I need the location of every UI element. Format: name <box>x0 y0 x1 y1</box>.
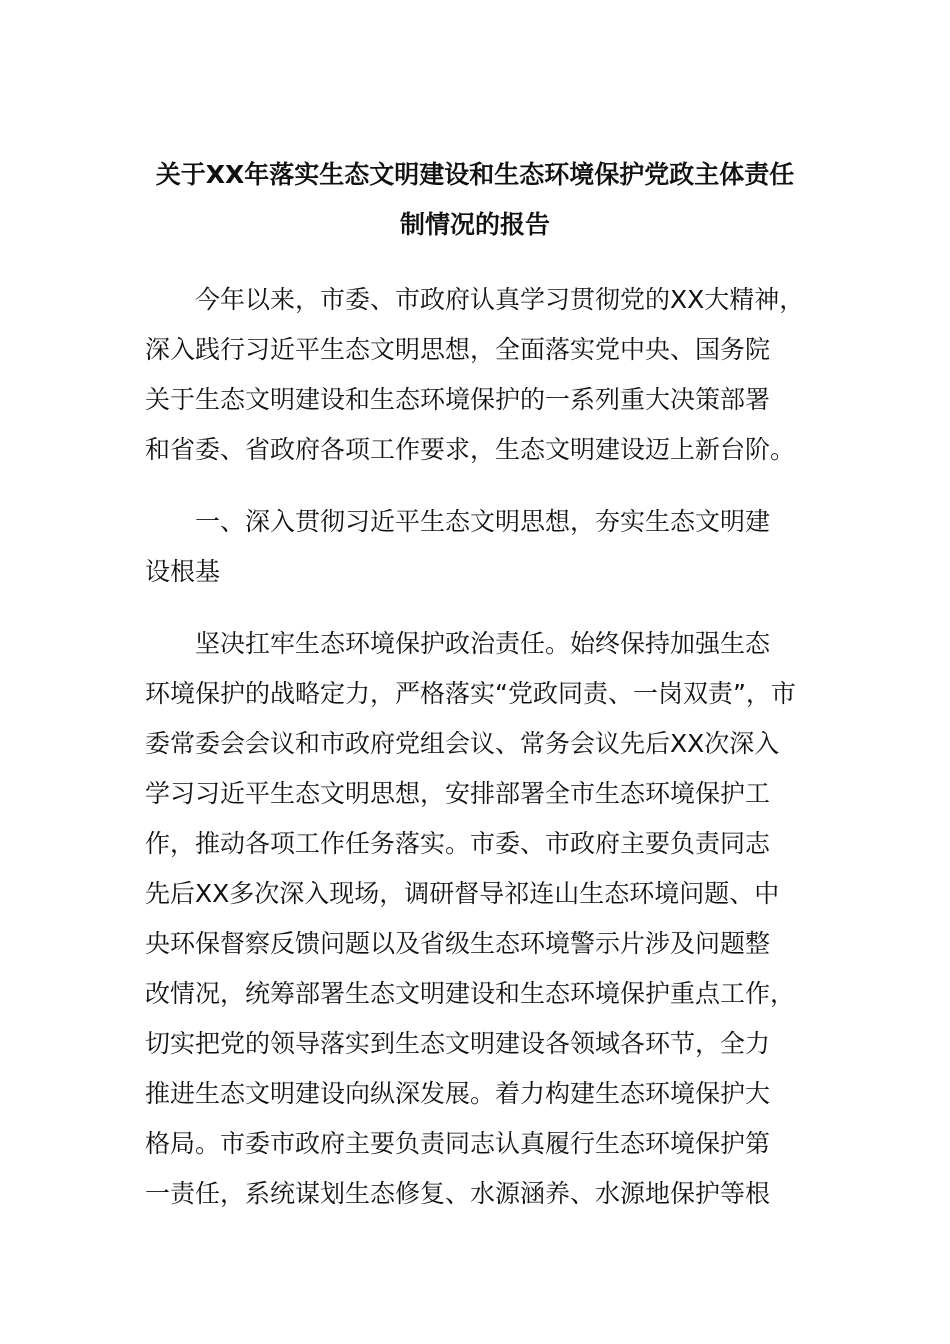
paragraph-1-line-4: 和省委、省政府各项工作要求，生态文明建设迈上新台阶。 <box>145 435 796 464</box>
section-heading-line-2: 设根基 <box>145 557 221 586</box>
document-title-line-1: 关于XX年落实生态文明建设和生态环境保护党政主体责任 <box>155 160 795 189</box>
paragraph-3-line-2: 环境保护的战略定力，严格落实“党政同责、一岗双责”，市 <box>145 679 796 708</box>
paragraph-3-line-10: 推进生态文明建设向纵深发展。着力构建生态环境保护大 <box>145 1079 771 1108</box>
paragraph-3-line-8: 改情况，统筹部署生态文明建设和生态环境保护重点工作， <box>145 979 796 1008</box>
paragraph-3-line-11: 格局。市委市政府主要负责同志认真履行生态环境保护第 <box>145 1129 771 1158</box>
paragraph-3-line-6: 先后XX多次深入现场，调研督导祁连山生态环境问题、中 <box>145 879 780 908</box>
paragraph-3-line-1: 坚决扛牢生态环境保护政治责任。始终保持加强生态 <box>195 629 771 658</box>
paragraph-3-line-3: 委常委会会议和市政府党组会议、常务会议先后XX次深入 <box>145 729 780 758</box>
paragraph-1-line-2: 深入践行习近平生态文明思想，全面落实党中央、国务院 <box>145 335 771 364</box>
document-title-line-2: 制情况的报告 <box>399 210 550 239</box>
paragraph-3-line-5: 作，推动各项工作任务落实。市委、市政府主要负责同志 <box>145 829 771 858</box>
paragraph-3-line-9: 切实把党的领导落实到生态文明建设各领域各环节，全力 <box>145 1029 771 1058</box>
section-heading-line-1: 一、深入贯彻习近平生态文明思想，夯实生态文明建 <box>195 507 771 536</box>
paragraph-1-line-3: 关于生态文明建设和生态环境保护的一系列重大决策部署 <box>145 385 771 414</box>
paragraph-3-line-7: 央环保督察反馈问题以及省级生态环境警示片涉及问题整 <box>145 929 771 958</box>
paragraph-1-line-1: 今年以来，市委、市政府认真学习贯彻党的XX大精神， <box>195 285 805 314</box>
paragraph-3-line-4: 学习习近平生态文明思想，安排部署全市生态环境保护工 <box>145 779 771 808</box>
paragraph-3-line-12: 一责任，系统谋划生态修复、水源涵养、水源地保护等根 <box>145 1179 771 1208</box>
